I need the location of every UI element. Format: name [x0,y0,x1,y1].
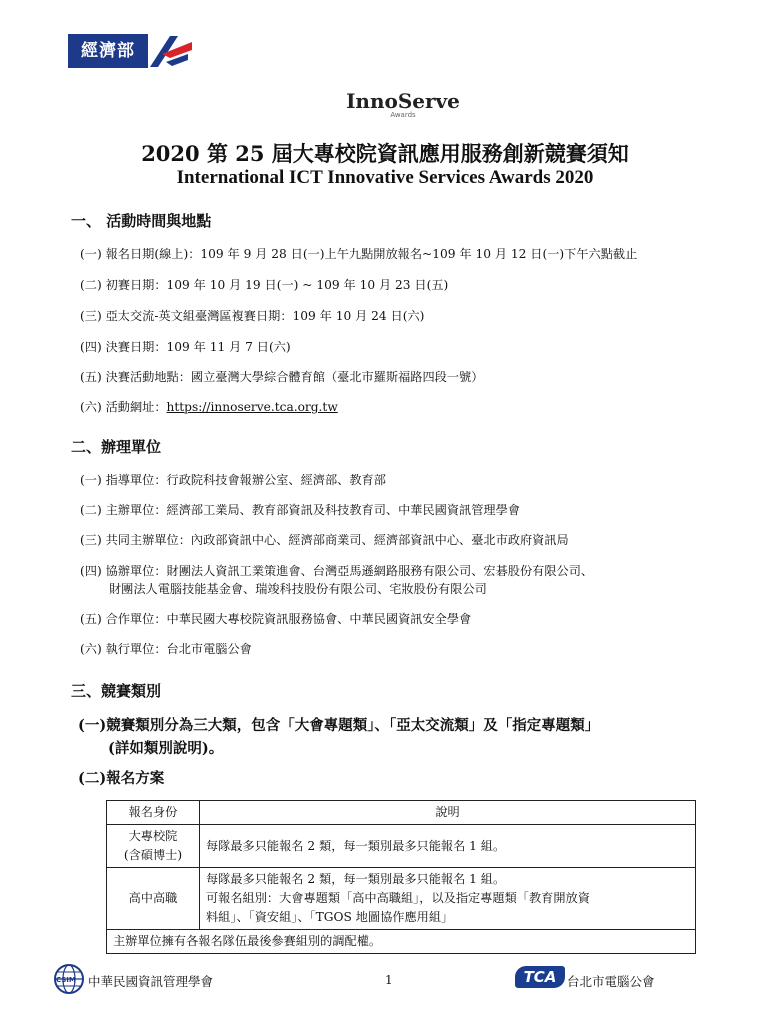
section2-item-1: (一) 指導單位：行政院科技會報辦公室、經濟部、教育部 [80,473,386,487]
section1-item-1: (一) 報名日期(線上)：109 年 9 月 28 日(一)上午九點開放報名~109 年 10 月 12 日(一)下午六點截止 [80,247,638,261]
section3-item-2: (二)報名方案 [78,770,165,787]
table-row [107,825,696,868]
table-cell-identity [107,825,200,868]
footer-left-text: 中華民國資訊管理學會 [88,974,214,989]
section1-item-6 [80,398,338,415]
section1-item-2: (二) 初賽日期：109 年 10 月 19 日(一) ~ 109 年 10 月 23 日(五) [80,278,449,292]
identity-line: 大專校院 [128,829,178,843]
description-line: 每隊最多只能報名 2 類，每一類別最多只能報名 1 組。 [206,872,506,886]
section3-item-1-cont: (詳如類別說明)。 [108,740,224,757]
csim-logo-text: CSIM [56,976,76,984]
section2-item-6: (六) 執行單位：台北市電腦公會 [80,642,252,656]
section2-heading: 二、辦理單位 [71,438,162,456]
section1-heading: 一、 活動時間與地點 [71,212,212,230]
section3-item-1: (一)競賽類別分為三大類，包含「大會專題類」、「亞太交流類」及「指定專題類」 [78,717,600,734]
section2-item-5: (五) 合作單位：中華民國大專校院資訊服務協會、中華民國資訊安全學會 [80,612,472,626]
registration-table [106,800,696,954]
table-cell-description [200,825,696,868]
table-header-identity: 報名身份 [107,801,200,825]
innoserve-logo-text: InnoServe [346,89,460,113]
innoserve-logo [333,89,473,131]
moea-emblem-icon [148,34,194,68]
document-title-zh: 2020 第 25 屆大專校院資訊應用服務創新競賽須知 [141,141,629,166]
table-row [107,868,696,930]
footer-right [515,962,715,996]
section2-item-4-cont: 財團法人電腦技能基金會、瑞竣科技股份有限公司、宅妝股份有限公司 [109,582,487,596]
section2-item-3: (三) 共同主辦單位：內政部資訊中心、經濟部商業司、經濟部資訊中心、臺北市政府資訊局 [80,533,569,547]
description-line: 每隊最多只能報名 2 類，每一類別最多只能報名 1 組。 [206,838,506,853]
table-header-description: 說明 [200,801,696,825]
moea-logo-label: 經濟部 [68,34,148,68]
identity-line: 高中高職 [128,891,178,905]
description-line: 料組」、「資安組」、「TGOS 地圖協作應用組」 [206,910,454,924]
table-footer-row [107,930,696,954]
table-cell-identity [107,868,200,930]
table-cell-description [200,868,696,930]
identity-line: (含碩博士) [123,848,183,862]
innoserve-logo-subtext: Awards [390,111,416,119]
site-label: (六) 活動網址： [80,400,167,414]
tca-logo: TCA [515,966,565,988]
section1-item-3: (三) 亞太交流-英文組臺灣區複賽日期：109 年 10 月 24 日(六) [80,309,425,323]
section3-heading: 三、競賽類別 [71,682,162,700]
csim-globe-icon [52,962,88,996]
description-line: 可報名組別：大會專題類「高中高職組」，以及指定專題類「教育開放資 [206,891,590,905]
table-header-row [107,801,696,825]
section1-item-4: (四) 決賽日期：109 年 11 月 7 日(六) [80,340,291,354]
section2-item-2: (二) 主辦單位：經濟部工業局、教育部資訊及科技教育司、中華民國資訊管理學會 [80,503,520,517]
footer-right-text: 台北市電腦公會 [567,974,655,989]
table-footer-note: 主辦單位擁有各報名隊伍最後參賽組別的調配權。 [107,930,696,954]
section1-item-5: (五) 決賽活動地點：國立臺灣大學綜合體育館（臺北市羅斯福路四段一號） [80,370,484,384]
document-title-en: International ICT Innovative Services Awards 2020 [176,167,594,188]
section2-item-4: (四) 協辦單位：財團法人資訊工業策進會、台灣亞馬遜網路服務有限公司、宏碁股份有限公司、 [80,564,594,578]
footer-left [52,962,272,996]
page-number: 1 [385,973,393,987]
site-link[interactable]: https://innoserve.tca.org.tw [166,400,338,414]
moea-logo [68,32,196,70]
